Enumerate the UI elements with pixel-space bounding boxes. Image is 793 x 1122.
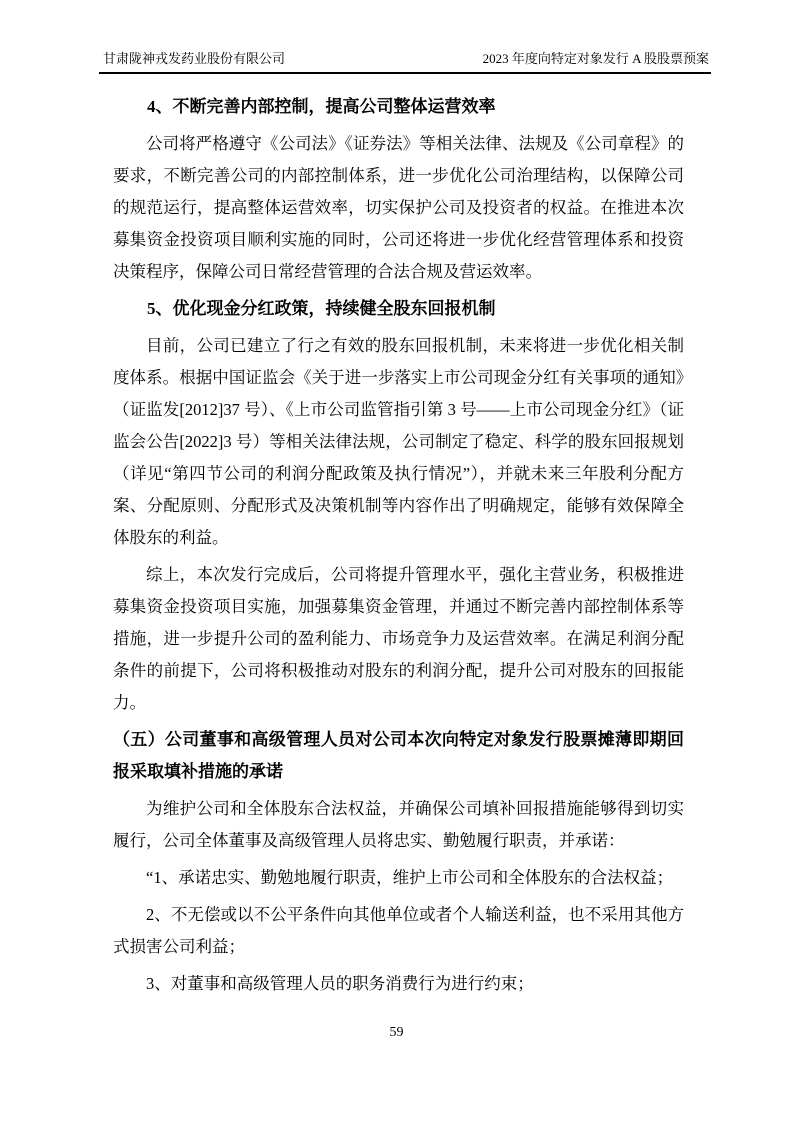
subsection-heading-commitments: （五）公司董事和高级管理人员对公司本次向特定对象发行股票摊薄即期回报采取填补措施的承诺 xyxy=(113,730,684,781)
paragraph-internal-control: 公司将严格遵守《公司法》《证券法》等相关法律、法规及《公司章程》的要求，不断完善公司的内部控制体系，进一步优化公司治理结构，以保障公司的规范运行，提高整体运营效率，切实保护公司及投资者的权益。在推进本次募集资金投资项目顺利实施的同时，公司还将进一步优化经营管理体系和投资决策程序，保障公司日常经营管理的合法合规及营运效率。 xyxy=(113,134,684,281)
paragraph-dividend-policy: 目前，公司已建立了行之有效的股东回报机制，未来将进一步优化相关制度体系。根据中国证监会《关于进一步落实上市公司现金分红有关事项的通知》（证监发[2012]37 号）、《上市公司监管指引第 3 号——上市公司现金分红》（证监会公告[2022]3 号）等相关法律法规，公司制定了稳定、科学的股东回报规划（详见“第四节公司的利润分配政策及执行情况”），并就未来三年股利分配方案、分配原则、分配形式及决策机制等内容作出了明确规定，能够有效保障全体股东的利益。 xyxy=(113,336,684,547)
section-heading-internal-control: 4、不断完善内部控制，提高公司整体运营效率 xyxy=(147,97,496,116)
paragraph-summary: 综上，本次发行完成后，公司将提升管理水平，强化主营业务，积极推进募集资金投资项目实施，加强募集资金管理，并通过不断完善内部控制体系等措施，进一步提升公司的盈利能力、市场竞争力及运营效率。在满足利润分配条件的前提下，公司将积极推动对股东的利润分配，提升公司对股东的回报能力。 xyxy=(113,565,684,712)
document-body xyxy=(113,88,684,1005)
header-document-title: 2023 年度向特定对象发行 A 股股票预案 xyxy=(482,51,709,66)
paragraph-commitment-intro: 为维护公司和全体股东合法权益，并确保公司填补回报措施能够得到切实履行，公司全体董事及高级管理人员将忠实、勤勉履行职责，并承诺： xyxy=(113,799,684,850)
section-heading-dividend-policy: 5、优化现金分红政策，持续健全股东回报机制 xyxy=(147,299,496,318)
page-footer xyxy=(0,1024,793,1042)
page-header xyxy=(99,50,711,74)
commitment-item-1: “1、承诺忠实、勤勉地履行职责，维护上市公司和全体股东的合法权益； xyxy=(146,868,674,887)
header-company-name: 甘肃陇神戎发药业股份有限公司 xyxy=(103,51,286,66)
page-number: 59 xyxy=(389,1025,404,1040)
commitment-item-2: 2、不无偿或以不公平条件向其他单位或者个人输送利益，也不采用其他方式损害公司利益； xyxy=(113,905,684,956)
commitment-item-3: 3、对董事和高级管理人员的职务消费行为进行约束； xyxy=(146,974,534,993)
